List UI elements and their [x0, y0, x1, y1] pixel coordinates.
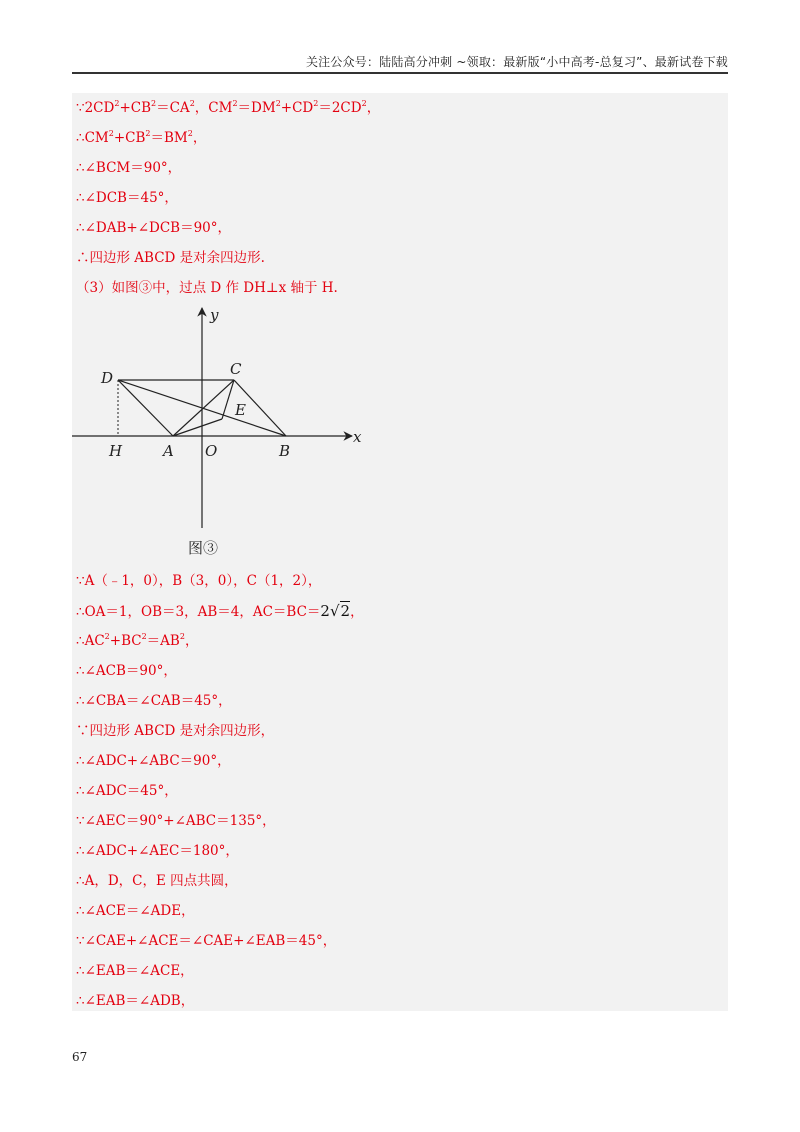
- proof-line: [76, 99, 380, 117]
- text-run: ＝AB: [146, 633, 180, 649]
- text-run: ，CM: [194, 100, 233, 116]
- proof-line: [76, 129, 206, 147]
- proof-line: ∵∠CAE+∠ACE＝∠CAE+∠EAB＝45°，: [76, 933, 337, 949]
- label-y: y: [210, 306, 219, 324]
- radicand: 2: [340, 602, 351, 620]
- label-b: B: [279, 442, 291, 460]
- superscript: 2: [187, 129, 193, 138]
- label-o: O: [205, 442, 218, 460]
- text-run: ∴AC: [76, 633, 105, 649]
- proof-line: ∴∠DCB＝45°，: [76, 190, 178, 206]
- segment-da: [118, 380, 173, 436]
- proof-line: ∴∠BCM＝90°，: [76, 160, 182, 176]
- text-run: ，: [350, 604, 364, 620]
- superscript: 2: [275, 99, 281, 108]
- text-run: ＝2CD: [318, 100, 362, 116]
- proof-line: ∴∠ADC+∠AEC＝180°，: [76, 843, 239, 859]
- text-run: ，: [192, 130, 207, 146]
- text-run: +CB: [113, 130, 146, 146]
- text-run: ∵2CD: [76, 100, 115, 116]
- proof-line: ∵四边形 ABCD 是对余四边形，: [76, 723, 275, 739]
- label-e: E: [235, 401, 246, 419]
- proof-line: ∴A，D，C，E 四点共圆，: [76, 873, 238, 889]
- superscript: 2: [189, 99, 195, 108]
- proof-line: [76, 602, 364, 621]
- superscript: 2: [232, 99, 238, 108]
- proof-line: ∵∠AEC＝90°+∠ABC＝135°，: [76, 813, 276, 829]
- proof-line: ∴∠ACE＝∠ADE，: [76, 903, 195, 919]
- superscript: 2: [145, 129, 151, 138]
- label-x: x: [353, 428, 362, 446]
- superscript: 2: [114, 99, 120, 108]
- radical-expression: [320, 602, 350, 620]
- proof-line: ∵A（﹣1，0），B（3，0），C（1，2），: [76, 573, 322, 589]
- text-run: +BC: [109, 633, 142, 649]
- proof-line: ∴∠ADC＝45°，: [76, 783, 178, 799]
- label-d: D: [101, 369, 114, 387]
- figure-caption: 图③: [188, 539, 219, 557]
- superscript: 2: [313, 99, 319, 108]
- text-run: ＝CA: [156, 100, 190, 116]
- superscript: 2: [361, 99, 367, 108]
- label-a: A: [163, 442, 174, 460]
- text-run: +CD: [280, 100, 314, 116]
- text-run: ＝DM: [237, 100, 276, 116]
- header-divider: [72, 72, 728, 74]
- radical-coefficient: 2: [320, 602, 330, 620]
- text-run: ，: [366, 100, 381, 116]
- page-header: 关注公众号：陆陆高分冲刺 ~领取：最新版“小中高考-总复习”、最新试卷下载: [305, 55, 728, 69]
- page-number: 67: [72, 1050, 88, 1064]
- proof-line: ∴∠EAB＝∠ACE，: [76, 963, 194, 979]
- text-run: ，: [184, 633, 199, 649]
- text-run: +CB: [119, 100, 151, 116]
- proof-line: [76, 632, 198, 650]
- text-run: ＝BM: [150, 130, 188, 146]
- proof-line: ∴∠DAB+∠DCB＝90°，: [76, 220, 232, 236]
- superscript: 2: [141, 632, 147, 641]
- text-run: ∴OA＝1，OB＝3，AB＝4，AC＝BC＝: [76, 604, 321, 620]
- proof-line: ∴∠ACB＝90°，: [76, 663, 177, 679]
- text-run: ∴CM: [76, 130, 109, 146]
- superscript: 2: [179, 632, 185, 641]
- proof-line: ∴∠ADC+∠ABC＝90°，: [76, 753, 231, 769]
- superscript: 2: [104, 632, 110, 641]
- proof-line: ∴四边形 ABCD 是对余四边形.: [76, 250, 265, 266]
- label-h: H: [109, 442, 123, 460]
- solution-content: [72, 93, 728, 1011]
- segment-ae: [173, 419, 222, 436]
- proof-line: ∴∠EAB＝∠ADB，: [76, 993, 195, 1009]
- label-c: C: [230, 360, 242, 378]
- geometry-figure: [72, 306, 372, 536]
- superscript: 2: [151, 99, 157, 108]
- proof-line: ∴∠CBA＝∠CAB＝45°，: [76, 693, 232, 709]
- part-3-heading: （3）如图③中，过点 D 作 DH⊥x 轴于 H.: [76, 280, 338, 296]
- radical-sign: √: [329, 602, 340, 620]
- superscript: 2: [108, 129, 114, 138]
